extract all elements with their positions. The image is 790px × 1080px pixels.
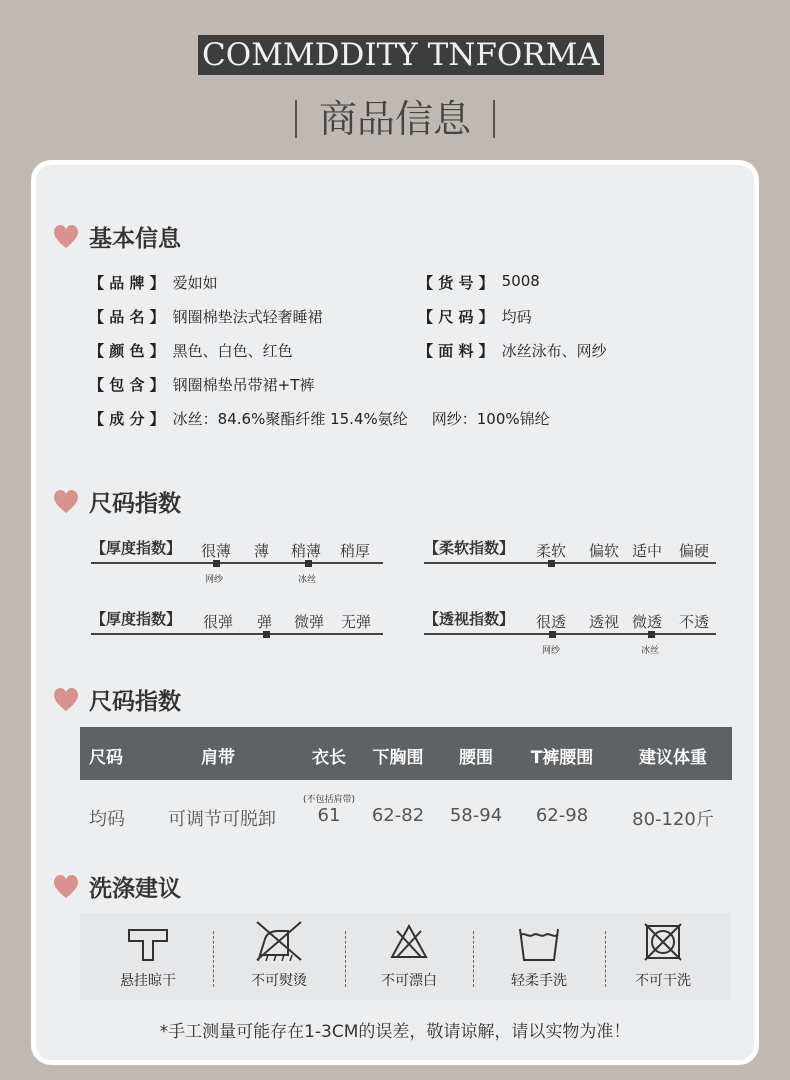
- wash-divider: [345, 931, 346, 987]
- index-option: 稍薄: [291, 542, 322, 560]
- index-option: 不透: [679, 613, 710, 631]
- index-option: 适中: [632, 542, 663, 560]
- size-row: [418, 306, 532, 327]
- hand-wash-icon: [517, 927, 561, 963]
- section-title-text: 尺码指数: [89, 491, 181, 517]
- section-basic-info: [53, 220, 181, 253]
- index-scale-line: [424, 562, 716, 564]
- wash-item-no-iron: [229, 913, 329, 1000]
- item-no-row: [418, 272, 540, 293]
- index-option: 无弹: [341, 613, 372, 631]
- fabric-row: [418, 340, 607, 361]
- index-option: 偏软: [589, 542, 620, 560]
- wash-label: 悬挂晾干: [120, 973, 176, 989]
- table-cell: 62-98: [535, 805, 589, 826]
- hang-dry-icon: [126, 927, 170, 963]
- wash-divider: [605, 931, 606, 987]
- heart-icon: [53, 874, 79, 900]
- size-value: 均码: [501, 308, 532, 326]
- heart-icon: [53, 687, 79, 713]
- wash-item-no-dry-clean: [613, 913, 713, 1000]
- washing-instructions: [80, 913, 730, 1000]
- wash-label: 不可漂白: [381, 973, 437, 989]
- color-row: [89, 340, 293, 361]
- name-key: 【 品 名 】: [89, 308, 165, 326]
- color-key: 【 颜 色 】: [89, 342, 165, 360]
- index-option: 弹: [257, 613, 273, 631]
- wash-label: 不可熨烫: [251, 973, 307, 989]
- index-label: 【厚度指数】: [91, 539, 182, 557]
- wash-label: 不可干洗: [635, 973, 691, 989]
- softness-index: [424, 537, 724, 587]
- english-title: COMMDDITY TNFORMA: [198, 35, 604, 75]
- table-cell: 62-82: [371, 805, 425, 826]
- section-size-table: [53, 683, 181, 716]
- composition-value: 冰丝：84.6%聚酯纤维 15.4%氨纶: [172, 410, 408, 428]
- index-option: 微透: [632, 613, 663, 631]
- index-scale-line: [424, 633, 716, 635]
- brand-row: [89, 272, 218, 293]
- table-sub-note: (不包括肩带): [302, 795, 356, 805]
- table-header-cell: 腰围: [459, 748, 493, 768]
- table-header-cell: 衣长: [312, 748, 346, 768]
- index-option: 偏硬: [679, 542, 710, 560]
- index-option: 柔软: [536, 542, 567, 560]
- heart-icon: [53, 489, 79, 515]
- no-iron-icon: [254, 919, 304, 963]
- index-note: 网纱: [205, 575, 224, 585]
- contains-row: [89, 374, 314, 395]
- index-scale-line: [91, 633, 383, 635]
- no-dry-clean-icon: [643, 922, 683, 962]
- title-divider-right: [493, 100, 495, 138]
- composition-row: [89, 408, 550, 429]
- heart-icon: [53, 224, 79, 250]
- index-label: 【厚度指数】: [91, 610, 182, 628]
- index-label: 【透视指数】: [424, 610, 515, 628]
- info-card: [31, 160, 759, 1065]
- size-table-header: [80, 727, 732, 780]
- fabric-key: 【 面 料 】: [418, 342, 494, 360]
- composition-key: 【 成 分 】: [89, 410, 165, 428]
- index-marker: [548, 560, 555, 567]
- index-scale-line: [91, 562, 383, 564]
- table-header-cell: 肩带: [201, 748, 235, 768]
- table-cell: 58-94: [449, 805, 503, 826]
- thickness-index: [91, 537, 391, 587]
- brand-key: 【 品 牌 】: [89, 274, 165, 292]
- wash-item-hang-dry: [98, 913, 198, 1000]
- index-note: 网纱: [542, 646, 561, 656]
- elasticity-index: [91, 608, 391, 658]
- index-option: 透视: [589, 613, 620, 631]
- title-divider-left: [295, 100, 297, 138]
- transparency-index: [424, 608, 724, 658]
- index-option: 很薄: [201, 542, 232, 560]
- table-header-cell: T裤腰围: [530, 748, 594, 768]
- index-marker: [263, 631, 270, 638]
- table-header-cell: 建议体重: [639, 748, 707, 768]
- section-size-index: [53, 485, 181, 518]
- index-option: 很弹: [203, 613, 234, 631]
- wash-item-hand-wash: [489, 913, 589, 1000]
- index-label: 【柔软指数】: [424, 539, 515, 557]
- fabric-value: 冰丝泳布、网纱: [501, 342, 607, 360]
- wash-divider: [473, 931, 474, 987]
- contains-key: 【 包 含 】: [89, 376, 165, 394]
- section-title-text: 洗涤建议: [89, 876, 181, 902]
- section-washing: [53, 870, 181, 903]
- index-marker: [305, 560, 312, 567]
- index-marker: [648, 631, 655, 638]
- index-note: 冰丝: [641, 646, 660, 656]
- table-header-cell: 下胸围: [372, 748, 424, 768]
- table-row: [80, 805, 732, 835]
- measurement-footnote: *手工测量可能存在1-3CM的误差，敬请谅解，请以实物为准！: [159, 1022, 631, 1042]
- name-row: [89, 306, 323, 327]
- page-title: [0, 94, 790, 144]
- brand-value: 爱如如: [172, 274, 218, 292]
- section-title-text: 基本信息: [89, 226, 181, 252]
- wash-item-no-bleach: [359, 913, 459, 1000]
- index-option: 稍厚: [340, 542, 371, 560]
- table-cell: 可调节可脱卸: [168, 809, 276, 830]
- table-cell: 均码: [89, 809, 125, 830]
- wash-divider: [213, 931, 214, 987]
- wash-label: 轻柔手洗: [511, 973, 567, 989]
- table-header-cell: 尺码: [89, 748, 123, 768]
- index-marker: [213, 560, 220, 567]
- section-title-text: 尺码指数: [89, 689, 181, 715]
- page-title-text: 商品信息: [318, 97, 471, 141]
- item-no-value: 5008: [501, 272, 540, 290]
- index-marker: [549, 631, 556, 638]
- item-no-key: 【 货 号 】: [418, 274, 494, 292]
- index-option: 微弹: [294, 613, 325, 631]
- name-value: 钢圈棉垫法式轻奢睡裙: [172, 308, 323, 326]
- contains-value: 钢圈棉垫吊带裙+T裤: [172, 376, 315, 394]
- composition-value-mesh: 网纱：100%锦纶: [431, 410, 550, 428]
- table-cell: 61: [317, 805, 341, 826]
- table-cell: 80-120斤: [632, 809, 714, 830]
- index-option: 很透: [536, 613, 567, 631]
- size-key: 【 尺 码 】: [418, 308, 494, 326]
- color-value: 黑色、白色、红色: [172, 342, 293, 360]
- index-option: 薄: [254, 542, 270, 560]
- no-bleach-icon: [389, 923, 429, 961]
- index-note: 冰丝: [298, 575, 317, 585]
